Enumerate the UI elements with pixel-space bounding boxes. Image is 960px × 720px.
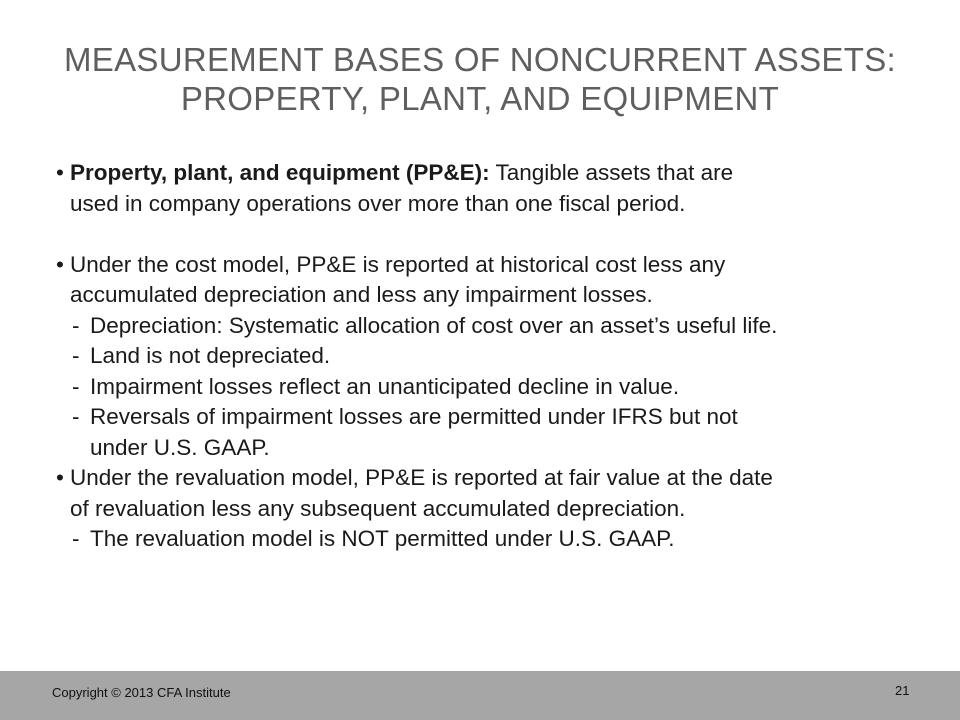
sub-bullet-text: The revaluation model is NOT permitted under U.S. GAAP. (90, 526, 675, 551)
spacer (48, 219, 928, 250)
bullet-icon: • (56, 465, 64, 490)
bullet-icon: • (56, 160, 64, 185)
term-bold: Property, plant, and equipment (PP&E): (70, 160, 490, 185)
slide-title-line-2: PROPERTY, PLANT, AND EQUIPMENT (180, 80, 780, 117)
copyright-text: Copyright © 2013 CFA Institute (52, 685, 231, 700)
sub-bullet-text: under U.S. GAAP. (90, 434, 270, 460)
bullet-icon: • (56, 251, 64, 277)
sub-bullet-impairment (48, 372, 928, 403)
bullet-text-line: Under the cost model, PP&E is reported at historical cost less any (70, 251, 726, 277)
term-definition: Tangible assets that are (489, 160, 734, 185)
slide-title-line-1: MEASUREMENT BASES OF NONCURRENT ASSETS: (64, 41, 896, 78)
footer-bar (0, 671, 960, 720)
dash-icon: - (72, 312, 80, 338)
dash-icon: - (72, 373, 80, 399)
sub-bullet-reversals (48, 402, 928, 463)
slide-title (40, 40, 920, 118)
bullet-text-line: Under the revaluation model, PP&E is reported at fair value at the date (70, 465, 773, 490)
bullet-cost-model (48, 250, 928, 311)
page-number: 21 (895, 683, 910, 698)
bullet-text-line: used in company operations over more than one fiscal period. (70, 190, 686, 216)
bullet-text-line (70, 158, 928, 189)
sub-bullet-land (48, 341, 928, 372)
sub-bullet-text: Depreciation: Systematic allocation of cost over an asset’s useful life. (90, 312, 778, 338)
sub-bullet-depreciation (48, 311, 928, 342)
sub-bullet-gaap (48, 524, 928, 555)
bullet-text-line: of revaluation less any subsequent accumulated depreciation. (70, 495, 686, 521)
dash-icon: - (72, 404, 80, 429)
slide-body (48, 158, 928, 555)
bullet-revaluation-model (48, 463, 928, 524)
dash-icon: - (72, 526, 80, 551)
sub-bullet-text: Land is not depreciated. (90, 343, 331, 368)
sub-bullet-text: Reversals of impairment losses are permitted under IFRS but not (90, 404, 738, 429)
sub-bullet-text: Impairment losses reflect an unanticipated decline in value. (90, 373, 680, 399)
dash-icon: - (72, 343, 80, 368)
bullet-text-line: accumulated depreciation and less any impairment losses. (70, 282, 653, 307)
bullet-ppe-definition (48, 158, 928, 219)
